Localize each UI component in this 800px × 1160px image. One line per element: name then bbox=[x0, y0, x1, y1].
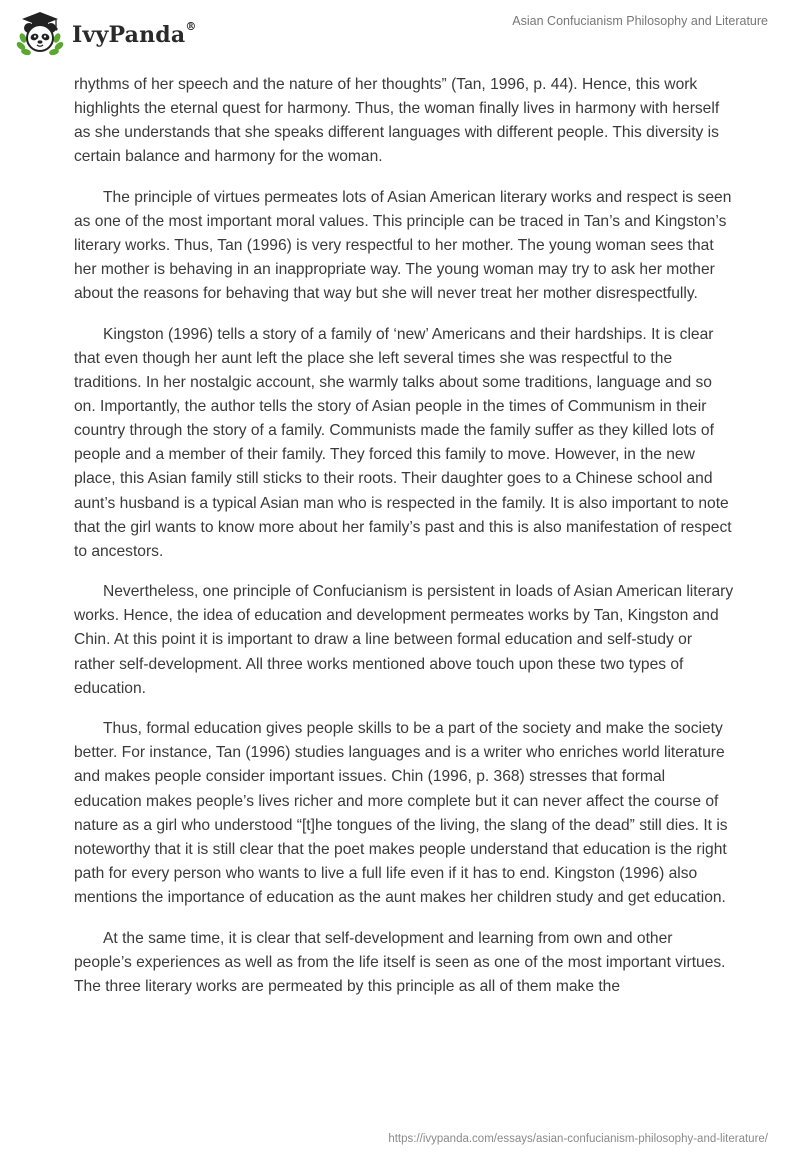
page-header bbox=[0, 0, 800, 70]
document-title: Asian Confucianism Philosophy and Literature bbox=[512, 14, 768, 28]
paragraph-4: Nevertheless, one principle of Confucianism is persistent in loads of Asian American literary works. Hence, the idea of education and development permeates works by Tan, Kingston and Chin. At this point it is important to draw a line between formal education and self-study or rather self-development. All three works mentioned above touch upon these two types of education. bbox=[74, 583, 734, 697]
paragraph-3: Kingston (1996) tells a story of a family of ‘new’ Americans and their hardships. It is clear that even though her aunt left the place she left several times she was respectful to the traditions. In her nostalgic account, she warmly talks about some traditions, language and so on. Importantly, the author tells the story of Asian people in the times of Communism in their country through the story of a family. Communists made the family suffer as they killed lots of people and a member of their family. They forced this family to move. However, in the new place, this Asian family still sticks to their roots. Their daughter goes to a Chinese school and aunt’s husband is a typical Asian man who is respected in the family. It is also important to note that the girl wants to know more about her family’s past and this is also manifestation of respect to ancestors. bbox=[74, 325, 732, 560]
essay-body bbox=[74, 73, 734, 1015]
paragraph-5: Thus, formal education gives people skills to be a part of the society and make the society better. For instance, Tan (1996) studies languages and is a writer who enriches world literature and makes people consider important issues. Chin (1996, p. 368) stresses that formal education makes people’s lives richer and more complete but it can never affect the course of nature as a girl who understood “[t]he tongues of the living, the slang of the dead” still dies. It is noteworthy that it is still clear that the poet makes people understand that education is the right path for every person who wants to live a full life even if it has to end. Kingston (1996) also mentions the importance of education as the aunt makes her children study and get education. bbox=[74, 720, 728, 906]
panda-graduate-icon bbox=[14, 8, 66, 58]
paragraph-6: At the same time, it is clear that self-development and learning from own and other people’s experiences as well as from the life itself is seen as one of the most important virtues. The three literary works are permeated by this principle as all of them make the bbox=[74, 929, 726, 995]
paragraph-1: rhythms of her speech and the nature of her thoughts” (Tan, 1996, p. 44). Hence, this work highlights the eternal quest for harmony. Thus, the woman finally lives in harmony with herself as she understands that she speaks different languages with different people. This diversity is certain balance and harmony for the woman. bbox=[74, 76, 720, 166]
ivypanda-logo[interactable] bbox=[14, 8, 197, 58]
paragraph-2: The principle of virtues permeates lots of Asian American literary works and respect is seen as one of the most important moral values. This principle can be traced in Tan’s and Kingston’s literary works. Thus, Tan (1996) is very respectful to her mother. The young woman sees that her mother is behaving in an inappropriate way. The young woman may try to ask her mother about the reasons for behaving that way but she will never treat her mother disrespectfully. bbox=[74, 188, 732, 303]
brand-name bbox=[72, 22, 197, 48]
source-url[interactable]: https://ivypanda.com/essays/asian-confucianism-philosophy-and-literature/ bbox=[388, 1133, 768, 1145]
registered-mark: ® bbox=[185, 20, 197, 33]
brand-name-text: IvyPanda bbox=[72, 22, 186, 48]
